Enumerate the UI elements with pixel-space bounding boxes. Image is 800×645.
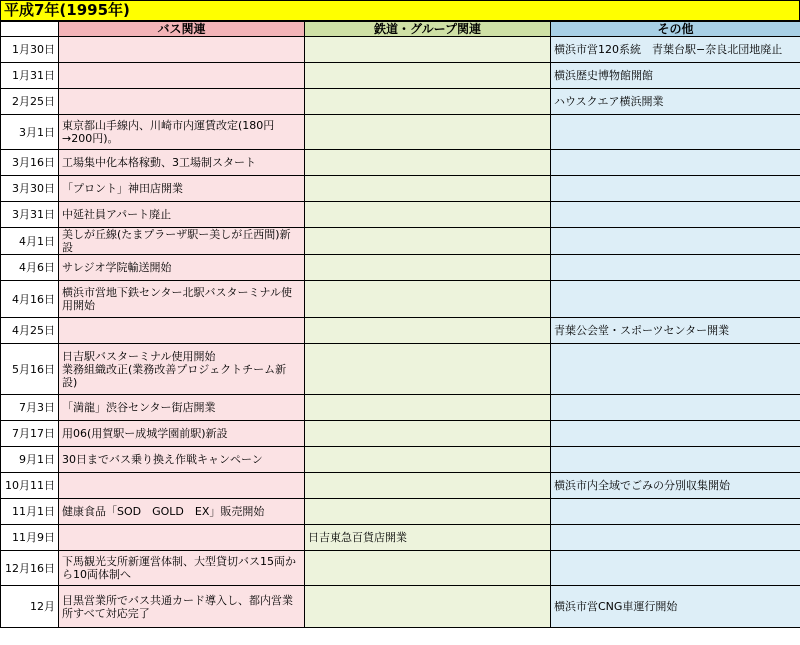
other-cell: ハウスクエア横浜開業 [551, 89, 800, 115]
table-row [1, 255, 800, 281]
bus-cell: 用06(用賀駅ー成城学園前駅)新設 [59, 421, 305, 447]
other-cell [551, 228, 800, 255]
date-cell: 7月17日 [1, 421, 59, 447]
bus-cell: 中延社員アパート廃止 [59, 202, 305, 228]
table-row [1, 551, 800, 586]
header-row [1, 22, 800, 37]
date-cell: 9月1日 [1, 447, 59, 473]
bus-cell [59, 89, 305, 115]
timeline-table [0, 21, 800, 628]
other-cell [551, 447, 800, 473]
bus-cell: 「プロント」神田店開業 [59, 176, 305, 202]
header-date [1, 22, 59, 37]
rail-cell [305, 176, 551, 202]
date-cell: 2月25日 [1, 89, 59, 115]
other-cell: 青葉公会堂・スポーツセンター開業 [551, 318, 800, 344]
rail-cell [305, 344, 551, 395]
table-row [1, 395, 800, 421]
header-rail: 鉄道・グループ関連 [305, 22, 551, 37]
other-cell [551, 525, 800, 551]
date-cell: 3月30日 [1, 176, 59, 202]
rail-cell [305, 281, 551, 318]
rail-cell [305, 421, 551, 447]
bus-cell [59, 37, 305, 63]
table-row [1, 473, 800, 499]
date-cell: 12月 [1, 586, 59, 628]
date-cell: 5月16日 [1, 344, 59, 395]
date-cell: 4月16日 [1, 281, 59, 318]
bus-cell: 健康食品「SOD GOLD EX」販売開始 [59, 499, 305, 525]
bus-cell [59, 318, 305, 344]
rail-cell [305, 115, 551, 150]
rail-cell: 日吉東急百貨店開業 [305, 525, 551, 551]
bus-cell [59, 473, 305, 499]
table-row [1, 421, 800, 447]
rail-cell [305, 586, 551, 628]
rail-cell [305, 473, 551, 499]
bus-cell: 下馬観光支所新運営体制、大型貸切バス15両から10両体制へ [59, 551, 305, 586]
other-cell [551, 255, 800, 281]
bus-cell: 美しが丘線(たまプラーザ駅ー美しが丘西間)新設 [59, 228, 305, 255]
date-cell: 3月16日 [1, 150, 59, 176]
rail-cell [305, 551, 551, 586]
date-cell: 4月6日 [1, 255, 59, 281]
other-cell [551, 499, 800, 525]
date-cell: 3月1日 [1, 115, 59, 150]
header-bus: バス関連 [59, 22, 305, 37]
table-row [1, 115, 800, 150]
rail-cell [305, 447, 551, 473]
bus-cell: 工場集中化本格稼動、3工場制スタート [59, 150, 305, 176]
other-cell: 横浜市内全域でごみの分別収集開始 [551, 473, 800, 499]
other-cell [551, 344, 800, 395]
rail-cell [305, 150, 551, 176]
date-cell: 12月16日 [1, 551, 59, 586]
rail-cell [305, 499, 551, 525]
date-cell: 10月11日 [1, 473, 59, 499]
table-row [1, 447, 800, 473]
date-cell: 3月31日 [1, 202, 59, 228]
year-title: 平成7年(1995年) [0, 0, 800, 21]
bus-cell [59, 525, 305, 551]
date-cell: 1月31日 [1, 63, 59, 89]
bus-cell: サレジオ学院輸送開始 [59, 255, 305, 281]
rail-cell [305, 255, 551, 281]
other-cell [551, 281, 800, 318]
rail-cell [305, 63, 551, 89]
table-row [1, 202, 800, 228]
other-cell [551, 202, 800, 228]
bus-cell: 東京都山手線内、川崎市内運賃改定(180円→200円)。 [59, 115, 305, 150]
rail-cell [305, 202, 551, 228]
table-row [1, 37, 800, 63]
other-cell [551, 176, 800, 202]
bus-cell [59, 63, 305, 89]
table-row [1, 228, 800, 255]
table-row [1, 150, 800, 176]
other-cell [551, 421, 800, 447]
table-row [1, 176, 800, 202]
bus-cell: 30日までバス乗り換え作戦キャンペーン [59, 447, 305, 473]
bus-cell: 横浜市営地下鉄センター北駅バスターミナル使用開始 [59, 281, 305, 318]
table-row [1, 525, 800, 551]
other-cell [551, 150, 800, 176]
rail-cell [305, 37, 551, 63]
table-row [1, 89, 800, 115]
table-row [1, 281, 800, 318]
other-cell [551, 115, 800, 150]
other-cell: 横浜歴史博物館開館 [551, 63, 800, 89]
other-cell [551, 395, 800, 421]
table-row [1, 63, 800, 89]
date-cell: 11月1日 [1, 499, 59, 525]
date-cell: 4月25日 [1, 318, 59, 344]
other-cell: 横浜市営CNG車運行開始 [551, 586, 800, 628]
date-cell: 1月30日 [1, 37, 59, 63]
bus-cell: 日吉駅バスターミナル使用開始 業務組織改正(業務改善プロジェクトチーム新設) [59, 344, 305, 395]
rail-cell [305, 395, 551, 421]
rail-cell [305, 89, 551, 115]
other-cell: 横浜市営120系統 青葉台駅−奈良北団地廃止 [551, 37, 800, 63]
date-cell: 7月3日 [1, 395, 59, 421]
header-other: その他 [551, 22, 800, 37]
table-row [1, 344, 800, 395]
table-row [1, 499, 800, 525]
rail-cell [305, 228, 551, 255]
date-cell: 11月9日 [1, 525, 59, 551]
table-row [1, 586, 800, 628]
bus-cell: 「満龍」渋谷センター街店開業 [59, 395, 305, 421]
other-cell [551, 551, 800, 586]
table-row [1, 318, 800, 344]
date-cell: 4月1日 [1, 228, 59, 255]
rail-cell [305, 318, 551, 344]
bus-cell: 目黒営業所でバス共通カード導入し、都内営業所すべて対応完了 [59, 586, 305, 628]
